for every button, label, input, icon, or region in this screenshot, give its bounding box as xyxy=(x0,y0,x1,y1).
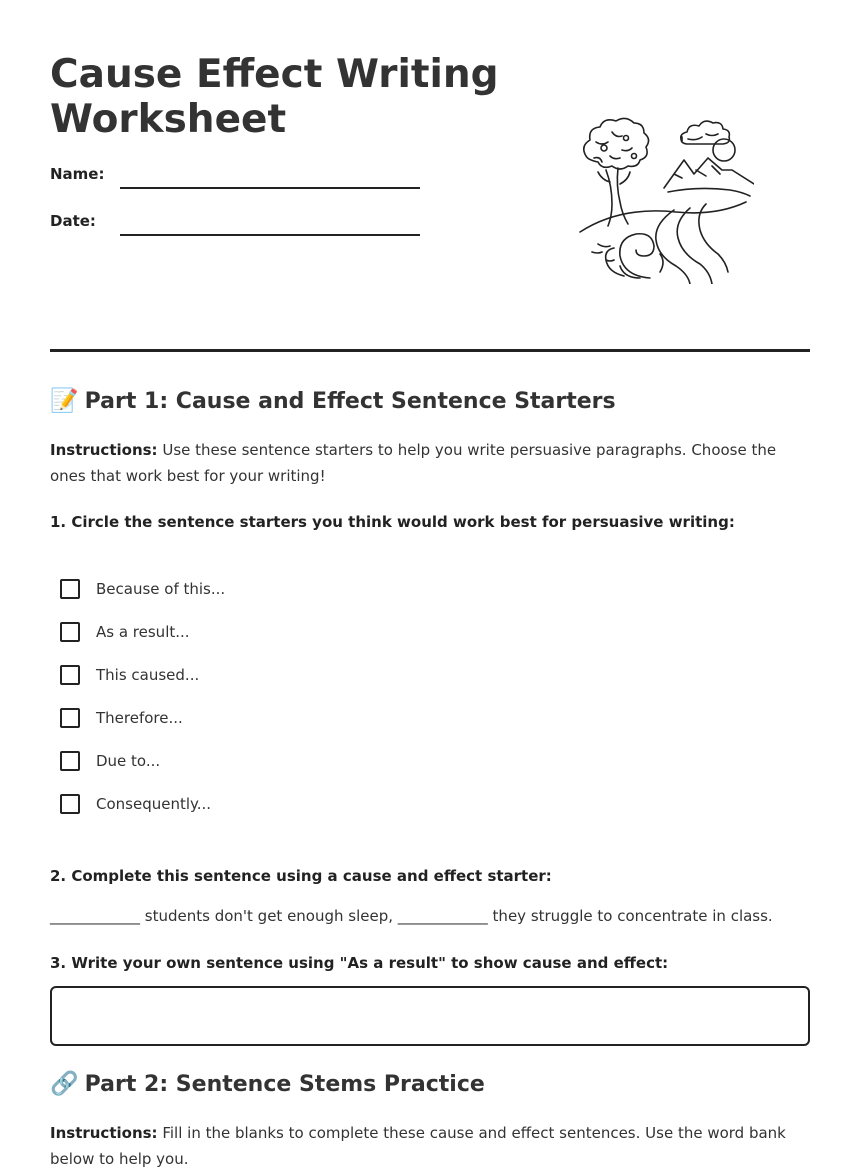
question-2: 2. Complete this sentence using a cause and effect starter: xyxy=(50,867,552,885)
link-icon: 🔗 xyxy=(50,1071,79,1097)
checkbox[interactable] xyxy=(60,751,80,771)
part2-heading xyxy=(50,1070,485,1097)
header-divider xyxy=(50,349,810,352)
page-title: Cause Effect Writing Worksheet xyxy=(50,52,499,142)
question-3: 3. Write your own sentence using "As a result" to show cause and effect: xyxy=(50,954,669,972)
part1-instructions-label: Instructions: xyxy=(50,441,158,459)
checkbox[interactable] xyxy=(60,708,80,728)
part1-heading-text: Part 1: Cause and Effect Sentence Starters xyxy=(84,389,616,414)
option-label: Consequently... xyxy=(96,795,212,813)
answer-box[interactable] xyxy=(50,986,810,1046)
part2-instructions-text: Fill in the blanks to complete these cause and effect sentences. Use the word bank below to help you. xyxy=(50,1124,786,1168)
memo-icon: 📝 xyxy=(50,388,79,414)
part1-instructions xyxy=(50,437,810,489)
name-line[interactable] xyxy=(120,187,420,189)
option-this-caused[interactable] xyxy=(60,664,199,686)
name-label: Name: xyxy=(50,165,105,183)
checkbox[interactable] xyxy=(60,794,80,814)
option-because-of-this[interactable] xyxy=(60,578,225,600)
option-consequently[interactable] xyxy=(60,793,211,815)
option-label: This caused... xyxy=(96,666,200,684)
date-line[interactable] xyxy=(120,234,420,236)
part1-instructions-text: Use these sentence starters to help you write persuasive paragraphs. Choose the ones that work best for your writing! xyxy=(50,441,777,485)
part2-instructions xyxy=(50,1120,810,1172)
checkbox[interactable] xyxy=(60,579,80,599)
option-as-a-result[interactable] xyxy=(60,621,190,643)
option-label: As a result... xyxy=(96,623,190,641)
part2-heading-text: Part 2: Sentence Stems Practice xyxy=(84,1072,485,1097)
tree-mountains-river-illustration xyxy=(578,112,754,284)
option-label: Because of this... xyxy=(96,580,226,598)
fill-in-sentence[interactable]: ____________ students don't get enough sleep, ____________ they struggle to concentrate in class. xyxy=(50,907,773,925)
checkbox[interactable] xyxy=(60,665,80,685)
part2-instructions-label: Instructions: xyxy=(50,1124,158,1142)
option-due-to[interactable] xyxy=(60,750,160,772)
date-label: Date: xyxy=(50,212,96,230)
worksheet-page xyxy=(50,0,810,1168)
option-label: Due to... xyxy=(96,752,161,770)
option-therefore[interactable] xyxy=(60,707,183,729)
question-1: 1. Circle the sentence starters you think would work best for persuasive writing: xyxy=(50,513,735,531)
part1-heading xyxy=(50,387,616,414)
checkbox[interactable] xyxy=(60,622,80,642)
option-label: Therefore... xyxy=(96,709,183,727)
